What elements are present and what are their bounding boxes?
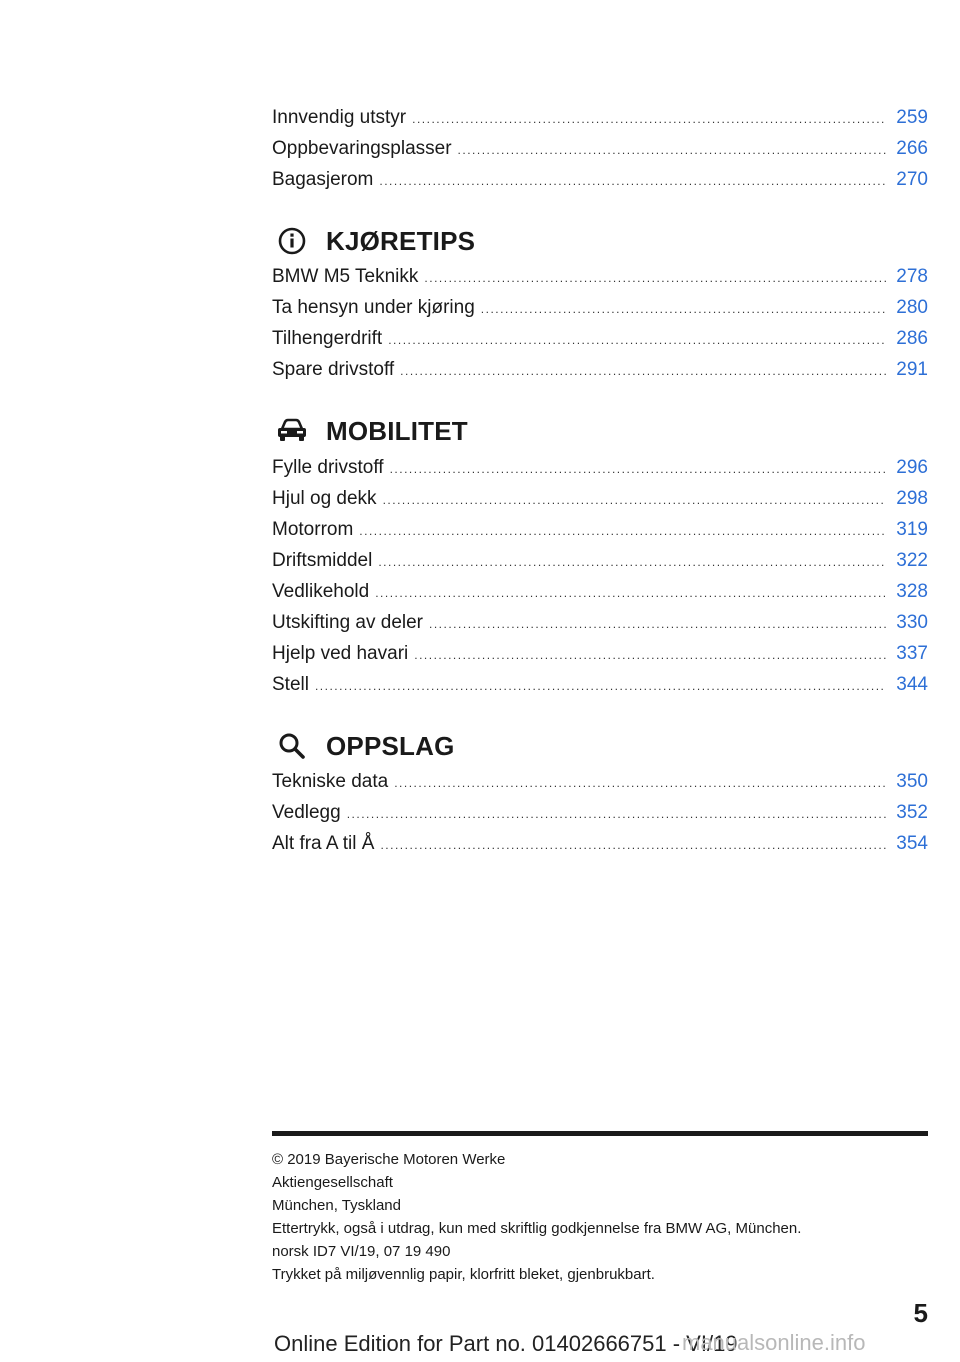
imprint-line: München, Tyskland xyxy=(272,1197,401,1214)
toc-entry[interactable] xyxy=(272,452,928,483)
section-heading: KJØRETIPS xyxy=(326,225,476,256)
toc-entry[interactable] xyxy=(272,133,928,164)
toc-entry-title: Spare drivstoff xyxy=(272,359,395,380)
toc-group-reference xyxy=(272,766,928,859)
toc-entry-page[interactable]: 344 xyxy=(896,674,928,695)
toc-entry-title: Utskifting av deler xyxy=(272,612,424,633)
toc-entry[interactable] xyxy=(272,766,928,797)
toc-entry[interactable] xyxy=(272,545,928,576)
toc-entry-title: Hjul og dekk xyxy=(272,488,377,509)
toc-entry-page[interactable]: 280 xyxy=(896,297,928,318)
section-header-reference xyxy=(272,726,455,766)
toc-entry[interactable] xyxy=(272,576,928,607)
toc-entry-title: Driftsmiddel xyxy=(272,550,373,571)
toc-entry-page[interactable]: 319 xyxy=(896,519,928,540)
dot-leader xyxy=(424,263,886,294)
dot-leader xyxy=(412,104,886,135)
toc-entry[interactable] xyxy=(272,483,928,514)
toc-entry-page[interactable]: 278 xyxy=(896,266,928,287)
toc-entry-page[interactable]: 270 xyxy=(896,169,928,190)
dot-leader xyxy=(315,671,886,702)
toc-entry[interactable] xyxy=(272,261,928,292)
toc-entry[interactable] xyxy=(272,354,928,385)
imprint-line: norsk ID7 VI/19, 07 19 490 xyxy=(272,1243,451,1260)
dot-leader xyxy=(379,166,886,197)
toc-entry[interactable] xyxy=(272,102,928,133)
toc-entry-title: Motorrom xyxy=(272,519,354,540)
dot-leader xyxy=(458,135,886,166)
dot-leader xyxy=(414,640,886,671)
toc-entry[interactable] xyxy=(272,292,928,323)
toc-entry-title: Ta hensyn under kjøring xyxy=(272,297,475,318)
toc-entry[interactable] xyxy=(272,514,928,545)
toc-entry-title: Stell xyxy=(272,674,309,695)
imprint-line: Ettertrykk, også i utdrag, kun med skriftlig godkjennelse fra BMW AG, München. xyxy=(272,1220,802,1237)
toc-entry[interactable] xyxy=(272,323,928,354)
toc-entry-title: Innvendig utstyr xyxy=(272,107,407,128)
imprint-line: © 2019 Bayerische Motoren Werke xyxy=(272,1151,506,1168)
info-icon xyxy=(272,225,312,257)
toc-entry-page[interactable]: 296 xyxy=(896,457,928,478)
footer-divider xyxy=(272,1131,928,1136)
car-icon xyxy=(272,415,312,447)
toc-entry-title: Vedlikehold xyxy=(272,581,370,602)
dot-leader xyxy=(380,830,886,861)
toc-entry-page[interactable]: 337 xyxy=(896,643,928,664)
toc-entry[interactable] xyxy=(272,669,928,700)
search-icon xyxy=(272,730,312,762)
toc-entry[interactable] xyxy=(272,164,928,195)
dot-leader xyxy=(359,516,886,547)
toc-entry-page[interactable]: 352 xyxy=(896,802,928,823)
dot-leader xyxy=(388,325,886,356)
dot-leader xyxy=(378,547,886,578)
imprint-line: Trykket på miljøvennlig papir, klorfritt bleket, gjenbrukbart. xyxy=(272,1266,655,1283)
watermark: manualsonline.info xyxy=(682,1330,866,1355)
toc-entry-page[interactable]: 291 xyxy=(896,359,928,380)
toc-entry-page[interactable]: 259 xyxy=(896,107,928,128)
toc-entry-page[interactable]: 286 xyxy=(896,328,928,349)
toc-entry-title: Bagasjerom xyxy=(272,169,374,190)
toc-entry[interactable] xyxy=(272,828,928,859)
section-header-mobility xyxy=(272,411,468,451)
section-header-driving xyxy=(272,221,475,261)
dot-leader xyxy=(481,294,886,325)
dot-leader xyxy=(394,768,886,799)
imprint-line: Aktiengesellschaft xyxy=(272,1174,393,1191)
toc-entry-title: BMW M5 Teknikk xyxy=(272,266,419,287)
toc-entry-title: Fylle drivstoff xyxy=(272,457,384,478)
toc-entry[interactable] xyxy=(272,797,928,828)
dot-leader xyxy=(400,356,886,387)
toc-entry-page[interactable]: 330 xyxy=(896,612,928,633)
toc-group-mobility xyxy=(272,452,928,700)
toc-entry-title: Tilhengerdrift xyxy=(272,328,383,349)
dot-leader xyxy=(383,485,886,516)
section-heading: OPPSLAG xyxy=(326,730,455,761)
toc-entry[interactable] xyxy=(272,638,928,669)
toc-entry-page[interactable]: 328 xyxy=(896,581,928,602)
toc-entry-title: Alt fra A til Å xyxy=(272,833,375,854)
dot-leader xyxy=(429,609,886,640)
dot-leader xyxy=(347,799,886,830)
toc-entry-title: Tekniske data xyxy=(272,771,389,792)
toc-entry-title: Vedlegg xyxy=(272,802,341,823)
page-number: 5 xyxy=(913,1298,928,1328)
edition-footer: Online Edition for Part no. 01402666751 - VI/19 xyxy=(274,1331,738,1356)
toc-group-interior xyxy=(272,102,928,195)
toc-entry-page[interactable]: 298 xyxy=(896,488,928,509)
toc-entry-page[interactable]: 322 xyxy=(896,550,928,571)
toc-entry[interactable] xyxy=(272,607,928,638)
toc-entry-title: Hjelp ved havari xyxy=(272,643,409,664)
imprint-block xyxy=(272,1148,932,1286)
section-heading: MOBILITET xyxy=(326,415,468,446)
dot-leader xyxy=(375,578,886,609)
toc-entry-page[interactable]: 354 xyxy=(896,833,928,854)
dot-leader xyxy=(390,454,886,485)
toc-entry-title: Oppbevaringsplasser xyxy=(272,138,452,159)
toc-group-driving xyxy=(272,261,928,385)
toc-entry-page[interactable]: 350 xyxy=(896,771,928,792)
toc-entry-page[interactable]: 266 xyxy=(896,138,928,159)
